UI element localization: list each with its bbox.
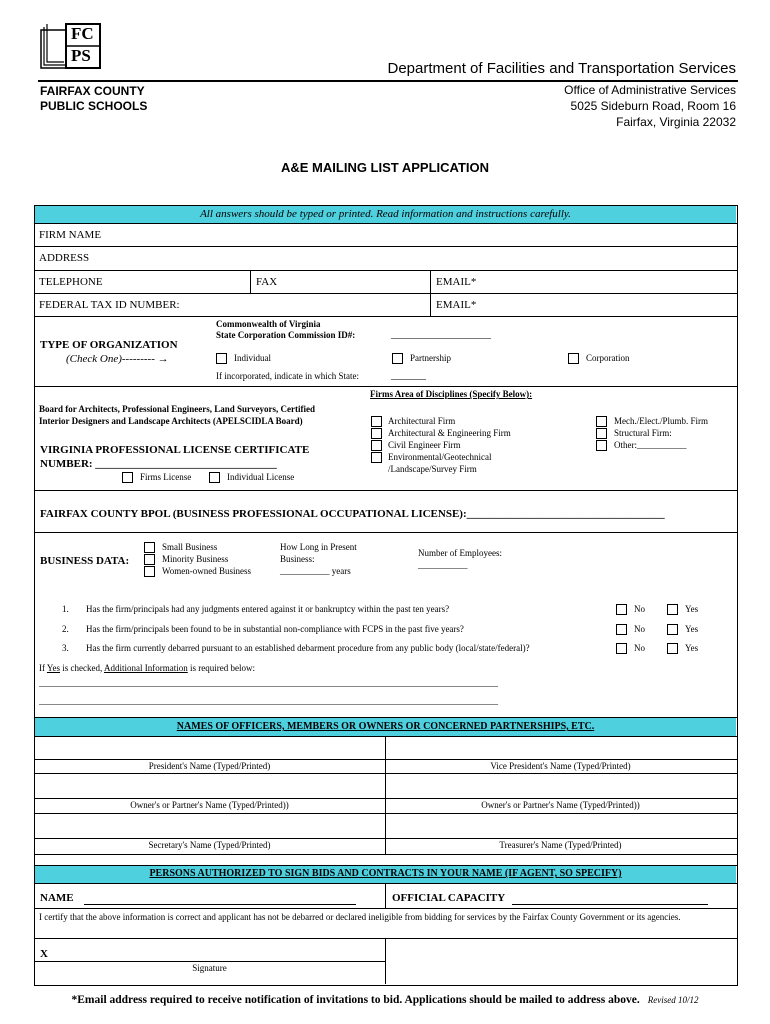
employees-blank[interactable]: ___________	[418, 560, 468, 570]
scc-id-blank[interactable]: ____________________	[391, 329, 491, 340]
authorized-heading: PERSONS AUTHORIZED TO SIGN BIDS AND CONTRACTS IN YOUR NAME (IF AGENT, SO SPECIFY)	[149, 868, 622, 879]
question-yes-checkbox[interactable]	[667, 643, 678, 654]
question-yes-label: Yes	[685, 643, 699, 653]
certification-text: I certify that the above information is correct and applicant has not be debarred or declared ineligible from bidding for services by the Fairfax County Government or its agencies.	[39, 912, 681, 922]
owner-2-caption: Owner's or Partner's Name (Typed/Printed))	[481, 800, 640, 810]
owner-1-input[interactable]	[38, 777, 384, 795]
question-text: Has the firm currently debarred pursuant to an established debarment procedure from any public body (local/state/federal)?	[86, 643, 530, 653]
license-label-2[interactable]: NUMBER: _________________________________	[40, 458, 277, 470]
owner-1-caption: Owner's or Partner's Name (Typed/Printed))	[130, 800, 289, 810]
authorized-name-label: NAME	[40, 892, 74, 904]
question-yes-label: Yes	[685, 624, 699, 634]
logo-text-bottom: PS	[71, 46, 91, 65]
telephone-label: TELEPHONE	[39, 276, 103, 288]
email-input-1[interactable]	[485, 273, 734, 293]
address-input[interactable]	[110, 249, 734, 269]
instructions-text: All answers should be typed or printed. Read information and instructions carefully.	[200, 208, 571, 220]
discipline-item: Civil Engineer Firm	[388, 440, 461, 450]
other-firm-checkbox[interactable]	[596, 440, 607, 451]
corporation-checkbox[interactable]	[568, 353, 579, 364]
firm-name-input[interactable]	[110, 226, 734, 246]
question-no-checkbox[interactable]	[616, 643, 627, 654]
corporation-label: Corporation	[586, 353, 630, 363]
official-capacity-input[interactable]	[512, 887, 712, 905]
page-title: A&E MAILING LIST APPLICATION	[281, 160, 489, 175]
how-long-label-2: Business:	[280, 554, 315, 564]
email-label-2: EMAIL*	[436, 299, 477, 311]
individual-license-checkbox[interactable]	[209, 472, 220, 483]
treasurer-caption: Treasurer's Name (Typed/Printed)	[499, 840, 622, 850]
question-yes-checkbox[interactable]	[667, 604, 678, 615]
secretary-caption: Secretary's Name (Typed/Printed)	[148, 840, 271, 850]
org-line-1: FAIRFAX COUNTY	[40, 84, 145, 98]
firms-license-checkbox[interactable]	[122, 472, 133, 483]
type-of-org-label: TYPE OF ORGANIZATION	[40, 339, 178, 351]
civil-engineer-checkbox[interactable]	[371, 440, 382, 451]
org-line-2: PUBLIC SCHOOLS	[40, 99, 148, 113]
women-owned-checkbox[interactable]	[144, 566, 155, 577]
question-yes-checkbox[interactable]	[667, 624, 678, 635]
firms-license-label: Firms License	[140, 472, 192, 482]
officers-heading: NAMES OF OFFICERS, MEMBERS OR OWNERS OR CONCERNED PARTNERSHIPS, ETC.	[176, 721, 595, 732]
email-label-1: EMAIL*	[436, 276, 477, 288]
question-no-label: No	[634, 624, 645, 634]
discipline-item: Environmental/Geotechnical	[388, 452, 492, 462]
commonwealth-line-1: Commonwealth of Virginia	[216, 319, 321, 329]
question-no-checkbox[interactable]	[616, 624, 627, 635]
discipline-item: /Landscape/Survey Firm	[388, 464, 477, 474]
incorporated-state-blank[interactable]: _______	[391, 370, 426, 381]
federal-tax-input[interactable]	[195, 296, 429, 316]
question-no-checkbox[interactable]	[616, 604, 627, 615]
vice-president-caption: Vice President's Name (Typed/Printed)	[490, 761, 631, 771]
owner-2-input[interactable]	[390, 777, 734, 795]
question-text: Has the firm/principals been found to be in substantial non-compliance with FCPS in the past five years?	[86, 624, 464, 634]
individual-license-label: Individual License	[227, 472, 295, 482]
employees-label: Number of Employees:	[418, 548, 502, 558]
business-option: Minority Business	[162, 554, 229, 564]
president-input[interactable]	[38, 740, 384, 758]
years-blank[interactable]: ___________ years	[280, 566, 351, 576]
individual-label: Individual	[234, 353, 271, 363]
question-number: 1.	[62, 604, 69, 614]
question-no-label: No	[634, 643, 645, 653]
mep-firm-checkbox[interactable]	[596, 416, 607, 427]
fcps-logo	[38, 22, 102, 72]
business-option: Women-owned Business	[162, 566, 252, 576]
signature-field[interactable]	[54, 942, 380, 960]
signature-x-mark: X	[40, 948, 48, 960]
firm-name-label: FIRM NAME	[39, 229, 102, 241]
fax-input[interactable]	[285, 273, 431, 293]
board-line-1: Board for Architects, Professional Engineers, Land Surveyors, Certified	[39, 404, 315, 414]
email-input-2[interactable]	[485, 296, 734, 316]
question-no-label: No	[634, 604, 645, 614]
question-number: 3.	[62, 643, 69, 653]
signature-caption: Signature	[192, 963, 227, 973]
telephone-input[interactable]	[110, 273, 252, 293]
incorporated-state-label: If incorporated, indicate in which State:	[216, 371, 359, 381]
discipline-item: Architectural & Engineering Firm	[388, 428, 511, 438]
logo-text-top: FC	[71, 24, 94, 43]
department-name: Department of Facilities and Transportation Services	[387, 60, 736, 77]
address-label: ADDRESS	[39, 252, 90, 264]
office-street: 5025 Sideburn Road, Room 16	[570, 99, 736, 113]
additional-info-line-1[interactable]: ______________________________________________________________________________________________________	[39, 678, 498, 688]
partnership-checkbox[interactable]	[392, 353, 403, 364]
federal-tax-label: FEDERAL TAX ID NUMBER:	[39, 299, 180, 311]
architectural-firm-checkbox[interactable]	[371, 416, 382, 427]
authorized-name-input[interactable]	[84, 887, 360, 905]
discipline-item: Structural Firm:	[614, 428, 672, 438]
ae-firm-checkbox[interactable]	[371, 428, 382, 439]
footer-note	[0, 990, 770, 1008]
small-business-checkbox[interactable]	[144, 542, 155, 553]
bpol-label[interactable]: FAIRFAX COUNTY BPOL (BUSINESS PROFESSIONAL OCCUPATIONAL LICENSE):____________________________________	[40, 508, 665, 520]
secretary-input[interactable]	[38, 817, 384, 835]
treasurer-input[interactable]	[390, 817, 734, 835]
if-yes-instruction: If Yes is checked, Additional Information is required below:	[39, 663, 255, 673]
board-line-2: Interior Designers and Landscape Architects (APELSCIDLA Board)	[39, 416, 303, 426]
check-one-label: (Check One)--------- →	[66, 353, 169, 365]
discipline-item: Architectural Firm	[388, 416, 456, 426]
license-label-1: VIRGINIA PROFESSIONAL LICENSE CERTIFICATE	[40, 444, 310, 456]
discipline-item: Other:___________	[614, 440, 687, 450]
question-number: 2.	[62, 624, 69, 634]
business-option: Small Business	[162, 542, 218, 552]
business-data-label: BUSINESS DATA:	[40, 555, 130, 567]
minority-business-checkbox[interactable]	[144, 554, 155, 565]
individual-checkbox[interactable]	[216, 353, 227, 364]
disciplines-heading: Firms Area of Disciplines (Specify Below):	[370, 389, 533, 399]
president-caption: President's Name (Typed/Printed)	[148, 761, 271, 771]
footer-note-text: *Email address required to receive notification of invitations to bid. Applications should be mailed to address above.	[71, 994, 640, 1006]
revised-date: Revised 10/12	[647, 995, 699, 1005]
header-rule	[38, 80, 738, 82]
vice-president-input[interactable]	[390, 740, 734, 758]
official-capacity-label: OFFICIAL CAPACITY	[392, 892, 506, 904]
question-yes-label: Yes	[685, 604, 699, 614]
discipline-item: Mech./Elect./Plumb. Firm	[614, 416, 708, 426]
office-city: Fairfax, Virginia 22032	[616, 115, 736, 129]
environmental-checkbox[interactable]	[371, 452, 382, 463]
how-long-label-1: How Long in Present	[280, 542, 357, 552]
additional-info-line-2[interactable]: ______________________________________________________________________________________________________	[39, 696, 498, 706]
fax-label: FAX	[256, 276, 278, 288]
office-name: Office of Administrative Services	[564, 83, 736, 97]
commonwealth-line-2: State Corporation Commission ID#:	[216, 330, 356, 340]
question-text: Has the firm/principals had any judgments entered against it or bankruptcy within the past ten years?	[86, 604, 450, 614]
structural-firm-checkbox[interactable]	[596, 428, 607, 439]
partnership-label: Partnership	[410, 353, 451, 363]
